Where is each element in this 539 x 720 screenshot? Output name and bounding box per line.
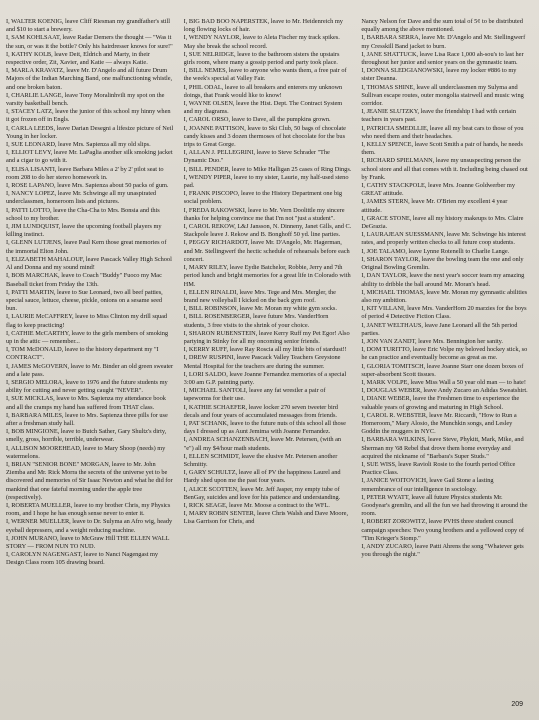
- will-entry: I, JAMES McGOVERN, leave to Mr. Binder an old green sweater and a late pass.: [6, 362, 174, 378]
- will-entry: I, PATTI MARTIN, leave to Sue Leonard, two all beef patties, special sauce, lettuce, cheese, pickle, onions on a sesame seed bun.: [6, 288, 163, 313]
- will-entry: I, MARY RILEY, leave Eydie Batchelor, Robbie, Jerry and 7th period lunch and bright memories for a great life in Colorado with HM.: [183, 264, 351, 288]
- will-entry: I, KERRY RUFF, leave Ray Roscia all my little bits of stardust!!: [183, 346, 347, 354]
- will-entry: I, RICHARD SPIELMANN, leave my unsuspecting person the school store and all that comes with it. Including being chased out by Frank.: [361, 157, 528, 181]
- will-entry: I, BOB MARCHAK, leave to Coach "Buddy" Fuoco my Mac Baseball ticket from Friday the 13th.: [6, 272, 162, 288]
- will-entry: I, BILL NEMES, leave to anyone who wants them, a free pair of the week's special at Valley Fair.: [183, 67, 347, 83]
- will-entry: I, ROSE LAPANO, leave Mrs. Sapienza about 50 packs of gum.: [6, 182, 169, 190]
- will-entry: I, ANDY ZUCARO, leave Patti Ahrens the song "Whatever gets you through the night.": [361, 543, 524, 559]
- column-2: [184, 18, 352, 568]
- will-entry: I, CHARLIE LANGE, leave Tony Moralinhvili my spot on the varsity basketball bench.: [6, 91, 165, 108]
- will-entry: I, JANE SHATTUCK, leave Lisa Race 1,000 ah-sou's to last her throughout her junior and senior years on the gymnastic team.: [361, 50, 524, 67]
- will-entry: I, GRACE STONE, leave all my history makeups to Mrs. Claire DeGrazia.: [361, 214, 524, 231]
- will-entry: I, DIANE WEBER, leave the Freshmen time to experience the valuable years of growing and maturing in High School.: [361, 395, 520, 411]
- will-entry: I, JIM LUNDQUIST, leave the upcoming football players my killing instinct.: [6, 223, 162, 239]
- will-entry: I, JOE TALAMO, leave Lynne Rotenelli to Charlie Lange.: [361, 247, 510, 255]
- will-entry: I, DAN TAYLOR, leave the next year's soccer team my amazing ability to dribble the ball around Mr. Moran's head.: [361, 272, 525, 288]
- columns-container: [6, 18, 529, 568]
- will-entry: I, SHARON TAYLOR, leave the bowling team the one and only Original Bowling Gremlin.: [361, 255, 524, 272]
- will-entry: I, SUE NELRIDGE, leave to the bathroom sisters the upstairs girls room, where many a gossip period and party took place.: [183, 50, 340, 67]
- will-entry: I, MICHAEL THOMAS, leave Mr. Moran my gymnastic abilities also my ambition.: [361, 288, 528, 304]
- will-entry: I, NANCY LOPEZ, leave Mr. Schwinge all my unaspirated underclassmen, homeroom lists and pictures.: [6, 190, 157, 206]
- will-entry: I, WENDY NAYLOR, leave to Aleta Fischer my track spikes. May she break the school record.: [183, 34, 340, 50]
- will-entry: I, BOB MINGIONE, leave to Butch Sather, Gary Shultz's dirty, smelly, gross, horrible, terrible, underwear.: [6, 428, 167, 444]
- will-entry: I, ELIZABETH MAHALOUF, leave Pascack Valley High School Al and Donna and my sound mind!: [6, 255, 172, 272]
- will-entry: I, FRANK PISCOPO, leave to the History Department one big social problem.: [183, 190, 342, 206]
- will-entry: Nancy Nelson for Dave and the sum total of 5¢ to be distributed equally among the above mentioned.: [361, 18, 523, 34]
- will-entry: I, SUE MICKLAS, leave to Mrs. Sapienza my attendance book and all the cramps my hand has suffered from THAT class.: [6, 395, 166, 411]
- will-entry: I, DOM TURITTO, leave Eric Volpe my beloved hockey stick, so he can practice and eventually become as great as me.: [361, 346, 528, 362]
- will-entry: I, JAMES STERN, leave Mr. O'Brien my excellent 4 year attitude.: [361, 198, 508, 214]
- will-entry: I, JANICE WOITOVICH, leave Gail Stone a lasting remembrance of our intelligence in sociology.: [361, 477, 494, 493]
- will-entry: I, JON VAN ZANDT, leave Mrs. Bennington her sanity.: [361, 337, 503, 345]
- will-entry: I, CAROL REKOW, L&J Jansson, N. Dinneny, Janet Gills, and C. Stackpole leave J. Rekow and B. Bonghoff 50 yd. line parties.: [183, 223, 352, 239]
- will-entry: I, SUE LEONARD, leave Mrs. Sapienza all my old slips.: [6, 141, 151, 149]
- will-entry: I, PEGGY RICHARDOT, leave Mr. D'Angelo, Mr. Hagerman, and Mr. Stellingwerf the hectic schedule of rehearsals before each concert.: [183, 239, 350, 263]
- will-entry: I, ALLISON MOOREHEAD, leave to Mary Shoop (needs) my watermelons.: [6, 444, 166, 460]
- will-entry: I, BILL ROSENBERGER, leave future Mrs. VanderHorn students, 3 free visits to the shrink of your choice.: [183, 313, 329, 329]
- will-entry: I, TOM McDONALD, leave to the history department my "I CONTRACT".: [6, 346, 159, 362]
- will-entry: I, ROBERT ZOROWITZ, leave PVHS three student council campaign speeches: Two young brothers and a yellowed copy of "Tim Krieger's Stomp.": [361, 518, 524, 542]
- will-entry: I, WALTER KOENIG, leave Cliff Riesman my grandfather's still and $10 to start a brewery.: [6, 18, 171, 34]
- will-entry: I, CATHIE McCARTHY, leave to the girls members of smoking up in the attic — remember...: [6, 329, 169, 345]
- will-entry: I, MARLA KRAVATZ, leave Mr. D'Angelo and all future Drum Majors of the Indian Marching Band, one malfunctioning whistle, and one broken baton.: [6, 67, 173, 91]
- will-entry: I, GARY SCHULTZ, leave all of PV the happiness Laurel and Hardy shed upon me the past four years.: [183, 469, 341, 485]
- will-entry: I, DOUGLAS WEBER, leave Andy Zucaro an Adidas Sweatshirt.: [361, 387, 528, 395]
- will-entry: I, FREDA RAKOWSKI, leave to Mr. Vern Doolittle my sincere thanks for helping convince me that I'm not "just a student".: [183, 206, 345, 222]
- will-entry: I, DREW RUSPINI, leave Pascack Valley Teachers Greystone Mental Hospital for the teachers are during the summer.: [183, 354, 341, 370]
- column-1: [6, 18, 174, 568]
- page-number: 209: [511, 701, 523, 708]
- will-entry: I, ELLIOT LEVY, leave Mr. LaPaglia another silk smoking jacket and a cigar to go with it.: [6, 149, 173, 165]
- will-entry: I, BRIAN "SENIOR BONE" MORGAN, leave to Mr. John Ziemba and Mr. Rick Morra the secrets of the universe yet to be discovered and memories of Sir Isaac Newton and what he did for mankind that one fateful morning under the apple tree (respectively).: [6, 460, 173, 501]
- will-entry: I, LAURAJEAN SUESSMANN, leave Mr. Schwinge his interest rates, and properly written checks to all future coop students.: [361, 231, 526, 247]
- will-entry: I, KATHY KOLB, leave Deit, Eldrich and Marty, in their respective order, Zit, Xavier, and Katie — always Katie.: [6, 50, 150, 67]
- will-entry: I, PATRICIA SMEDLLIE, leave all my beat cars to those of you who need them and their headaches.: [361, 124, 524, 140]
- will-entry: I, BILL PENDER, leave to Mike Halligan 25 cases of Ring Dings.: [183, 165, 352, 173]
- will-entry: I, ELISA LISANTI, leave Barbara Miles a 2' by 2' pilot seat to room 208 to do her stereo homework in.: [6, 165, 164, 181]
- will-entry: I, LORI SALDO, leave Joanne Fernandez memories of a special 3:00 am G.P. painting party.: [183, 370, 347, 386]
- will-entry: I, SUE WISS, leave Ravioli Rosie to the fourth period Office Practice Class.: [361, 460, 516, 477]
- will-entry: I, ALLAN J. PELLEGRINI, leave to Steve Schrader "The Dynamic Duo.": [183, 149, 330, 165]
- will-entry: I, DONNA SLEDGIANOWSKI, leave my locker #886 to my sister Deanna.: [361, 67, 517, 83]
- will-entry: I, LAURIE McCAFFREY, leave to Miss Clinton my drill squad flag to keep practicing!: [6, 313, 168, 329]
- will-entry: I, JEANIE SLUTZKY, leave the friendship I had with certain teachers in years past.: [361, 108, 516, 124]
- will-entry: I, BARBARA MILES, leave to Mrs. Sapienza three pills for use after a freshman study hall.: [6, 411, 168, 427]
- will-entry: I, WAYNE OLSEN, leave the Hist. Dept. The Contract System and my diagrams.: [183, 100, 343, 116]
- column-3: [361, 18, 529, 568]
- will-entry: I, WENDY PIPER, leave to my sister, Laurie, my half-used steno pad.: [183, 173, 349, 190]
- will-entry: I, JOHN MURANO, leave to McGraw Hill THE ELLEN WALL STORY — FROM NUN TO NUD.: [6, 534, 170, 550]
- will-entry: I, PAT SCHANK, leave to the future nuts of this school all those days I dressed up as Aunt Jemima with Joanne Fernandez.: [183, 419, 346, 436]
- will-entry: I, BIG BAD BOO NAPERSTEK, leave to Mr. Heidenreich my long flowing locks of hair.: [183, 18, 343, 34]
- will-entry: I, ROBERTA MUELLER, leave to my brother Chris, my Physics room, and I hope he has enough sense never to enter it.: [6, 501, 171, 518]
- will-entry: I, KELLY SPENCE, leave Scott Smith a pair of hands, he needs them.: [361, 141, 523, 157]
- will-entry: I, ELLEN RINALDI, leave Mrs. Tege and Mrs. Mergler, the brand new volleyball I kicked on the back gym roof.: [183, 288, 336, 304]
- will-entry: I, CAROL ORSO, leave to Dave, all the pumpkins grown.: [183, 116, 331, 124]
- will-entry: I, PHIL ODAL, leave to all breakers and enterers my unknown doings, that Frank would like to know!: [183, 83, 343, 99]
- will-entry: I, CARLA LEEDS, leave Darian Desegni a lifesize picture of Neil Young in her locker.: [6, 124, 174, 140]
- will-entry: I, ELLEN SCHMIDT, leave the elusive Mr. Petersen another Schmitty.: [183, 452, 338, 468]
- will-entry: I, KIT VILLANI, leave Mrs. VanderHorn 20 marzies for the boys of period 4 Detective Fiction Class.: [361, 305, 527, 321]
- will-entry: I, SERGIO MELORA, leave to 1976 and the future students my ability for cutting and never getting caught "NEVER".: [6, 378, 168, 395]
- will-entry: I, JANET WELTHAUS, leave Jane Leonard all the 5th period parties.: [361, 321, 518, 337]
- will-entry: I, MICHAEL SANTOLI, leave any fat wrestler a pair of tapeworms for their use.: [183, 387, 326, 403]
- will-entry: I, CATHY STACKPOLE, leave Mrs. Joanne Goldwerber my GREAT attitude.: [361, 182, 515, 198]
- will-entry: I, SHARON RUBENSTEIN, leave Kerry Ruff my Pet Egor! Also partying in Stinky for all my oncoming senior friends.: [183, 329, 350, 345]
- will-entry: I, KATHIE SCHAEFER, leave locker 270 seven tweeter bird decals and four years of accumulated messages from friends.: [183, 403, 338, 419]
- will-entry: I, BILL ROBINSON, leave Mr. Moran my white gym socks.: [183, 305, 337, 313]
- will-entry: I, ALICE SCOTTEN, leave Mr. Jeff Jasper, my empty tube of BenGay, suicides and love for his patience and understanding.: [183, 485, 341, 501]
- will-entry: I, GLENN LUTJENS, leave Paul Kern those great memories of the immortal Elton John.: [6, 239, 167, 255]
- will-entry: I, BARBARA SERRA, leave Mr. D'Angelo and Mr. Stellingwerf my Cresskill Band jacket to burn.: [361, 34, 526, 50]
- will-entry: I, RICK SEAGE, leave Mr. Moose a contract to the WFL.: [183, 501, 330, 509]
- will-entry: I, PETER WYATT, leave all future Physics students Mr. Goodyear's gremlin, and all the fun we had throwing it around the room.: [361, 493, 528, 518]
- will-entry: I, MARK VOLPE, leave Miss Wall a 50 year old man — to hate!: [361, 378, 526, 386]
- will-entry: I, STACEY LATZ, leave the junior of this school my hinny when it got frozen off in Engls.: [6, 108, 171, 124]
- will-entry: I, THOMAS SHINE, leave all underclassmen my Sulyma and Sullivan escape routes, outer mongolia stairwell and music wing corridor.: [361, 83, 524, 108]
- will-entry: I, JOANNE PATTISON, leave to Ski Club, 50 bags of chocolate candy kisses and 3 dozen thermoses of hot chocolate for the bus trips to Great Gorge.: [183, 124, 346, 149]
- will-entry: I, GLORIA TOMITSCH, leave Joanne Starr one dozen boxes of super-absorbent Scott tissues.: [361, 362, 524, 378]
- will-entry: I, CAROLYN NAGENGAST, leave to Nanci Nagengast my Design Class room 105 drawing board.: [6, 551, 159, 567]
- will-entry: I, SAM KOHLSAAT, leave Radar Demers the thought — "Was it the sun, or was it the bottle? Only his hairdresser knows for sure!": [6, 34, 173, 50]
- will-entry: I, MARY ROBIN SENTER, leave Chris Walsh and Dave Moore, Lisa Garrison for Chris, and: [183, 510, 349, 526]
- will-entry: I, WERNER MUELLER, leave to Dr. Sulyma an Afro wig, heady eyeball depressers, and a weight reducing machine.: [6, 518, 173, 534]
- will-entry: I, BARBARA WILKINS, leave Steve, Phykitt, Mark, Mike, and Sherman my '68 Rebel that drove them home everyday and acquired the nickname of "Barbara's Super Studs.": [361, 436, 524, 460]
- will-entry: I, PATTI LOTTO, leave the Cha-Cha to Mrs. Bonsia and this school to my brother.: [6, 206, 160, 222]
- will-entry: I, CAROL R. WEBSTER, leave Mr. Riccardi, "How to Run a Homeroom," Mary Alosio, the Munchkin songs, and Lesley Goddin the muggers in NYC.: [361, 411, 517, 436]
- will-entry: I, ANDREA SCHANZENBACH, leave Mr. Petersen, (with an "e") all my $4/hour math students.: [183, 436, 342, 452]
